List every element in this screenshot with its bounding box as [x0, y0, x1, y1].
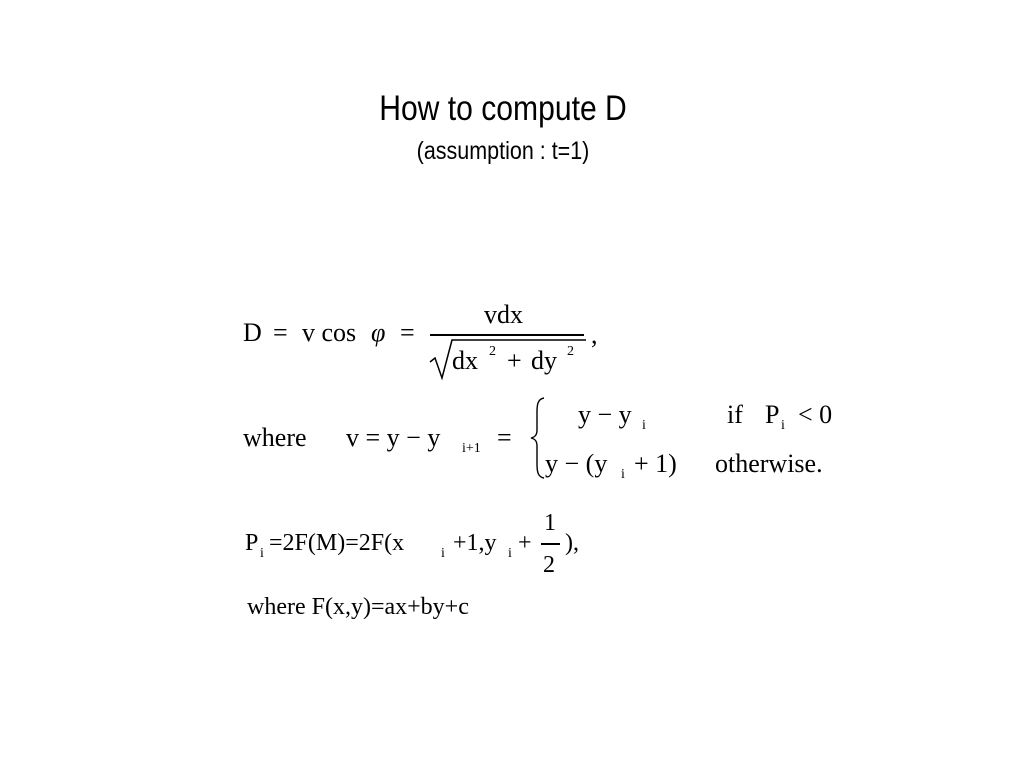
eq-p-close: ), — [565, 530, 579, 556]
eq-v-case1-sub: i — [642, 418, 646, 433]
eq-p-part2: +1,y — [453, 530, 497, 556]
equation-f: where F(x,y)=ax+by+c — [247, 594, 469, 620]
eq-p-y-sub: i — [508, 546, 512, 561]
eq-v-case1-expr: y − y — [578, 400, 632, 429]
eq-p-x-sub: i — [441, 546, 445, 561]
eq-v-equals: = — [497, 423, 512, 452]
eq-d-numerator: vdx — [484, 300, 523, 329]
eq-d-lhs: D — [243, 318, 262, 347]
eq-d-den-plus: + — [507, 346, 522, 375]
page-title: How to compute D — [379, 89, 627, 128]
eq-d-phi: φ — [371, 318, 386, 347]
eq-p-p: P — [245, 530, 259, 556]
eq-d-comma: , — [591, 320, 598, 349]
eq-d-den-exp1: 2 — [489, 344, 496, 359]
eq-v-case2-expr-b: + 1) — [634, 449, 677, 478]
eq-v-case1-cond: < 0 — [798, 400, 833, 429]
eq-d-vcos: v cos — [302, 318, 357, 347]
eq-v-case2-sub: i — [621, 467, 625, 482]
eq-p-part1: =2F(M)=2F(x — [269, 530, 405, 556]
eq-d-den-exp2: 2 — [567, 344, 574, 359]
eq-p-frac-den: 2 — [543, 552, 555, 578]
eq-p-frac-num: 1 — [544, 510, 556, 536]
eq-v-case2-cond: otherwise. — [715, 449, 823, 478]
page-subtitle: (assumption : t=1) — [416, 137, 590, 165]
eq-v-case2-expr-a: y − (y — [545, 449, 608, 478]
eq-p-p-sub: i — [260, 546, 264, 561]
eq-d-equals-1: = — [273, 318, 288, 347]
eq-p-fraction-bar — [541, 543, 560, 545]
eq-v-case1-if: if — [727, 400, 743, 429]
eq-v-case1-p: P — [765, 400, 780, 429]
eq-v-case1-p-sub: i — [781, 418, 785, 433]
eq-d-den-dx: dx — [452, 346, 478, 375]
eq-d-fraction-bar — [430, 334, 584, 336]
eq-d-equals-2: = — [400, 318, 415, 347]
eq-v-where: where — [243, 423, 307, 452]
eq-v-lhs-sub: i+1 — [462, 441, 481, 456]
eq-v-lhs: v = y − y — [346, 423, 441, 452]
eq-d-den-dy: dy — [531, 346, 557, 375]
eq-p-plus: + — [518, 530, 532, 556]
